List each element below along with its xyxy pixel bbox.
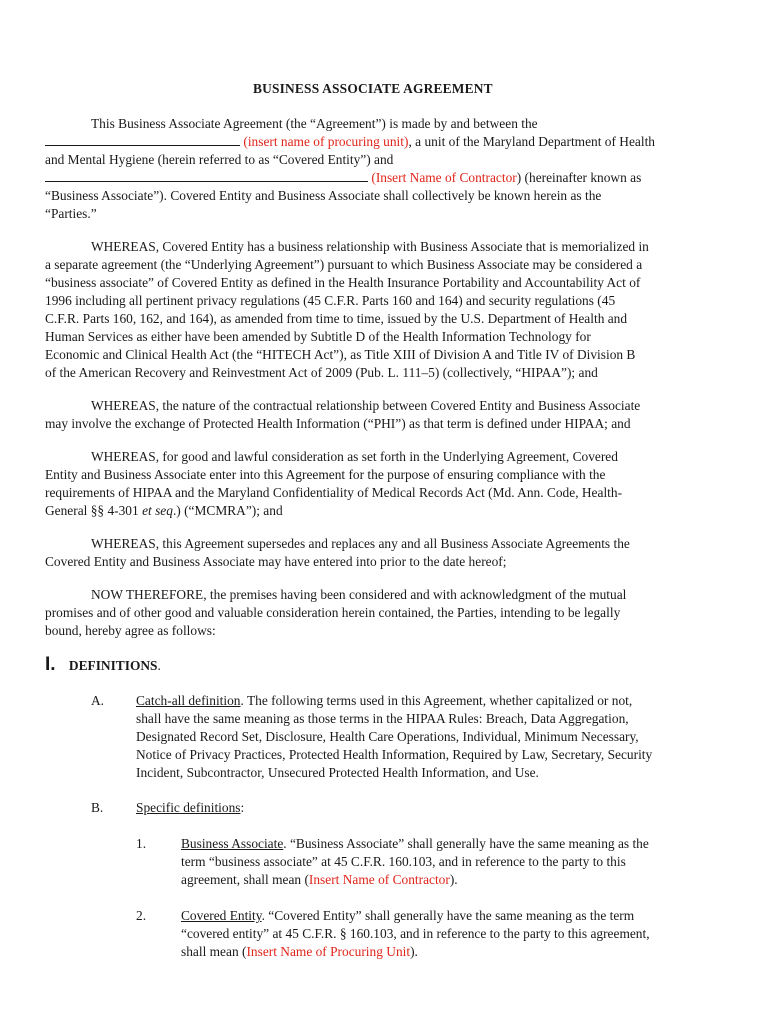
item-a-line: Incident, Subcontractor, Unsecured Protected Health Information, and Use. [136, 765, 539, 780]
item-2-line-1: Covered Entity. “Covered Entity” shall generally have the same meaning as the term [181, 908, 635, 923]
whereas4-line: WHEREAS, this Agreement supersedes and replaces any and all Business Associate Agreements the [91, 536, 630, 551]
whereas2-line: may involve the exchange of Protected Health Information (“PHI”) as that term is defined under HIPAA; and [45, 416, 631, 431]
item-1-line-1: Business Associate. “Business Associate” shall generally have the same meaning as the [181, 836, 649, 851]
item-1-heading: Business Associate [181, 836, 284, 851]
whereas1-line: “business associate” of Covered Entity as defined in the Health Insurance Portability and Accountability Act of [45, 275, 641, 290]
whereas3-line: WHEREAS, for good and lawful consideration as set forth in the Underlying Agreement, Covered [91, 449, 618, 464]
procuring-unit-placeholder: (insert name of procuring unit) [243, 134, 409, 149]
contractor-placeholder: (Insert Name of Contractor [371, 170, 517, 185]
item-1-line-2: term “business associate” at 45 C.F.R. 160.103, and in reference to the party to this [181, 854, 626, 869]
intro-line-6: “Parties.” [45, 206, 97, 221]
intro-line-3: and Mental Hygiene (herein referred to as “Covered Entity”) and [45, 152, 394, 167]
whereas2-line: WHEREAS, the nature of the contractual relationship between Covered Entity and Business Associate [91, 398, 641, 413]
item-2-number: 2. [136, 908, 147, 923]
intro-line-5: “Business Associate”). Covered Entity and Business Associate shall collectively be known herein as the [45, 188, 602, 203]
procuring-unit-blank[interactable] [45, 133, 240, 146]
whereas3-line: General §§ 4-301 et seq.) (“MCMRA”); and [45, 503, 283, 518]
item-2-line-2: “covered entity” at 45 C.F.R. § 160.103, and in reference to the party to this agreement, [181, 926, 650, 941]
contractor-blank[interactable] [45, 169, 368, 182]
intro-line-4: (Insert Name of Contractor) (hereinafter known as [45, 169, 641, 187]
procuring-unit-name-placeholder: Insert Name of Procuring Unit [246, 944, 411, 959]
whereas3-line: requirements of HIPAA and the Maryland Confidentiality of Medical Records Act (Md. Ann. Code, Health- [45, 485, 623, 500]
document-title: BUSINESS ASSOCIATE AGREEMENT [253, 81, 493, 96]
whereas1-line: of the American Recovery and Reinvestment Act of 2009 (Pub. L. 111–5) (collectively, “HIPAA”); and [45, 365, 598, 380]
now-therefore-line: NOW THEREFORE, the premises having been considered and with acknowledgment of the mutual [91, 587, 627, 602]
whereas1-line: WHEREAS, Covered Entity has a business relationship with Business Associate that is memorialized in [91, 239, 649, 254]
now-therefore-line: promises and of other good and valuable consideration herein contained, the Parties, intending to be legally [45, 605, 621, 620]
section-number: I. [45, 654, 56, 675]
et-seq-italic: et seq [142, 503, 173, 518]
contractor-name-placeholder: Insert Name of Contractor [308, 872, 450, 887]
whereas3-line: Entity and Business Associate enter into this Agreement for the purpose of ensuring compliance with the [45, 467, 606, 482]
section-heading-definitions: I. DEFINITIONS. [45, 654, 161, 675]
section-title: DEFINITIONS [68, 658, 158, 673]
whereas1-line: 1996 including all pertinent privacy regulations (45 C.F.R. Parts 160 and 164) and security regulations (45 [45, 293, 616, 308]
whereas1-line: C.F.R. Parts 160, 162, and 164), as amended from time to time, issued by the U.S. Department of Health and [45, 311, 628, 326]
item-b-letter: B. [91, 800, 104, 815]
item-2-line-3: shall mean (Insert Name of Procuring Unit). [181, 944, 418, 959]
whereas1-line: Human Services as either have been amended by Subtitle D of the Health Information Technology for [45, 329, 591, 344]
item-2-heading: Covered Entity [181, 908, 262, 923]
intro-line-1: This Business Associate Agreement (the “Agreement”) is made by and between the [91, 116, 538, 131]
now-therefore-line: bound, hereby agree as follows: [45, 623, 216, 638]
whereas4-line: Covered Entity and Business Associate may have entered into prior to the date hereof; [45, 554, 507, 569]
item-a-line: shall have the same meaning as those terms in the HIPAA Rules: Breach, Data Aggregation, [136, 711, 629, 726]
item-a-heading: Catch-all definition [136, 693, 241, 708]
whereas1-line: a separate agreement (the “Underlying Agreement”) pursuant to which Business Associate may be considered a [45, 257, 643, 272]
item-1-number: 1. [136, 836, 147, 851]
item-b-line: Specific definitions: [136, 800, 245, 815]
item-a-line: Designated Record Set, Disclosure, Health Care Operations, Individual, Minimum Necessary, [136, 729, 639, 744]
item-b-heading: Specific definitions [136, 800, 241, 815]
item-a-letter: A. [91, 693, 105, 708]
whereas1-line: Economic and Clinical Health Act (the “HITECH Act”), as Title XIII of Division A and Title IV of Division B [45, 347, 636, 362]
item-a-line-1: Catch-all definition. The following terms used in this Agreement, whether capitalized or not, [136, 693, 633, 708]
item-1-line-3: agreement, shall mean (Insert Name of Contractor). [181, 872, 458, 887]
item-a-line: Notice of Privacy Practices, Protected Health Information, Required by Law, Secretary, Security [136, 747, 653, 762]
intro-line-2: (insert name of procuring unit), a unit of the Maryland Department of Health [45, 133, 655, 151]
